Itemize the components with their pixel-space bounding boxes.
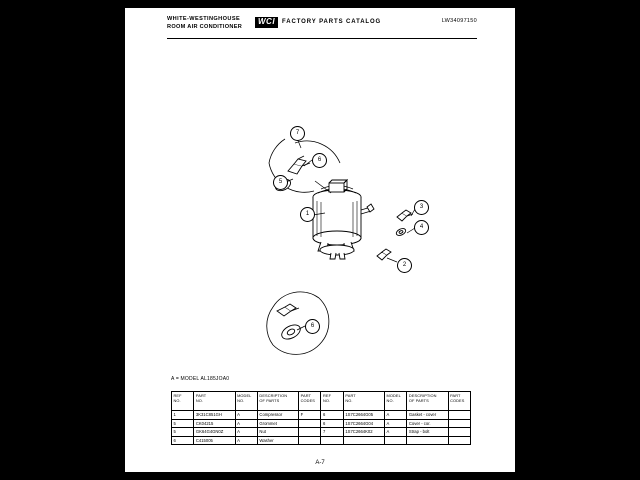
header-part-r1: PART: [345, 393, 356, 398]
header-ref-no-left: [172, 392, 194, 411]
table-row: [172, 411, 471, 420]
cell-ref-empty: [321, 436, 343, 445]
cell-desc: Strap - bolt: [407, 428, 448, 437]
cell-ref: 1: [172, 411, 194, 420]
header-description-right: [407, 392, 448, 411]
cell-desc: Cover - cor.: [407, 419, 448, 428]
cell-part: 3K31C851GH: [194, 411, 235, 420]
model-note: A = MODEL AL185JOA0: [171, 376, 230, 382]
cell-ref: 6: [172, 436, 194, 445]
cell-part: 1S7C2664G04: [343, 419, 384, 428]
table-header-row: [172, 392, 471, 411]
catalog-page: [125, 8, 515, 472]
cell-part: CK04215: [194, 419, 235, 428]
callout-4: 4: [414, 220, 429, 235]
parts-table-body: [172, 411, 471, 445]
cell-desc: Gasket - cover: [407, 411, 448, 420]
header-desc-l1: DESCRIPTION: [259, 393, 288, 398]
header-model-no-left: [235, 392, 257, 411]
table-row: [172, 428, 471, 437]
header-code-l2: CODES: [300, 398, 315, 403]
cell-ref: 6: [321, 419, 343, 428]
callout-5: 5: [273, 175, 288, 190]
cell-model: A: [235, 419, 257, 428]
cell-model: A: [385, 419, 407, 428]
header-desc-r2: OF PARTS: [408, 398, 429, 403]
header-ref-r1: REF: [322, 393, 332, 398]
header-part-codes-right: [448, 392, 470, 411]
callout-3: 3: [414, 200, 429, 215]
callout-6-bottom: 6: [305, 319, 320, 334]
header-model-r2: NO.: [386, 398, 394, 403]
header-ref-no-right: [321, 392, 343, 411]
wci-logo: WCI: [255, 17, 278, 28]
header-model-l2: NO.: [237, 398, 245, 403]
cell-code: [448, 428, 470, 437]
callout-1: 1: [300, 207, 315, 222]
cell-desc: Compressor: [257, 411, 298, 420]
cell-code-empty: [448, 436, 470, 445]
cell-desc: Washer: [257, 436, 298, 445]
cell-code: F: [299, 411, 321, 420]
cell-part: 1S7C2664G05: [343, 411, 384, 420]
parts-illustration: [125, 68, 515, 358]
callout-2: 2: [397, 258, 412, 273]
table-row: [172, 419, 471, 428]
callout-7: 7: [290, 126, 305, 141]
illustration-svg: [125, 68, 515, 358]
cell-model: A: [235, 411, 257, 420]
page-header: [167, 16, 477, 39]
brand-name: [167, 16, 242, 31]
table-row: [172, 436, 471, 445]
cell-ref: 5: [172, 428, 194, 437]
header-ref-l2: NO.: [173, 398, 181, 403]
header-part-no-left: [194, 392, 235, 411]
header-part-l2: NO.: [195, 398, 204, 403]
cell-part: C415005: [194, 436, 235, 445]
header-code-r2: CODES: [450, 398, 465, 403]
header-part-no-right: [343, 392, 384, 411]
callout-6-top: 6: [312, 153, 327, 168]
brand-line-2: ROOM AIR CONDITIONER: [167, 23, 243, 30]
cell-ref: 7: [321, 428, 343, 437]
cell-code: [448, 419, 470, 428]
parts-table-header: [172, 392, 471, 411]
header-part-r2: NO.: [345, 398, 353, 403]
header-description-left: [257, 392, 298, 411]
cell-desc: Grommet: [257, 419, 298, 428]
cell-ref: 5: [172, 419, 194, 428]
cell-model: A: [385, 428, 407, 437]
cell-model: A: [385, 411, 407, 420]
header-desc-l2: OF PARTS: [259, 398, 280, 403]
header-code-l1: PART: [300, 393, 312, 398]
cell-code: [448, 411, 470, 420]
header-part-l1: PART: [195, 393, 207, 398]
header-code-r1: PART: [450, 393, 461, 398]
header-ref-r2: NO.: [322, 398, 331, 403]
header-desc-r1: DESCRIPTION: [408, 393, 437, 398]
cell-part: GK64G4GN0Z: [194, 428, 235, 437]
cell-part: 1S7C2664K02: [343, 428, 384, 437]
cell-model: A: [235, 428, 257, 437]
cell-code: [299, 419, 321, 428]
cell-desc-empty: [407, 436, 448, 445]
cell-model: A: [235, 436, 257, 445]
page-number: A-7: [315, 460, 325, 466]
cell-desc: Nut: [257, 428, 298, 437]
header-model-l1: MODEL: [237, 393, 252, 398]
catalog-title: FACTORY PARTS CATALOG: [282, 19, 382, 25]
cell-ref: 6: [321, 411, 343, 420]
cell-part-empty: [343, 436, 384, 445]
header-model-no-right: [385, 392, 407, 411]
header-part-codes-left: [299, 392, 321, 411]
cell-code: [299, 428, 321, 437]
document-number: LW34097150: [441, 18, 477, 24]
cell-code: [299, 436, 321, 445]
parts-table: [171, 391, 471, 445]
cell-model-empty: [385, 436, 407, 445]
brand-line-1: WHITE-WESTINGHOUSE: [167, 16, 241, 22]
header-ref-l1: REF: [173, 393, 182, 398]
header-model-r1: MODEL: [386, 393, 401, 398]
